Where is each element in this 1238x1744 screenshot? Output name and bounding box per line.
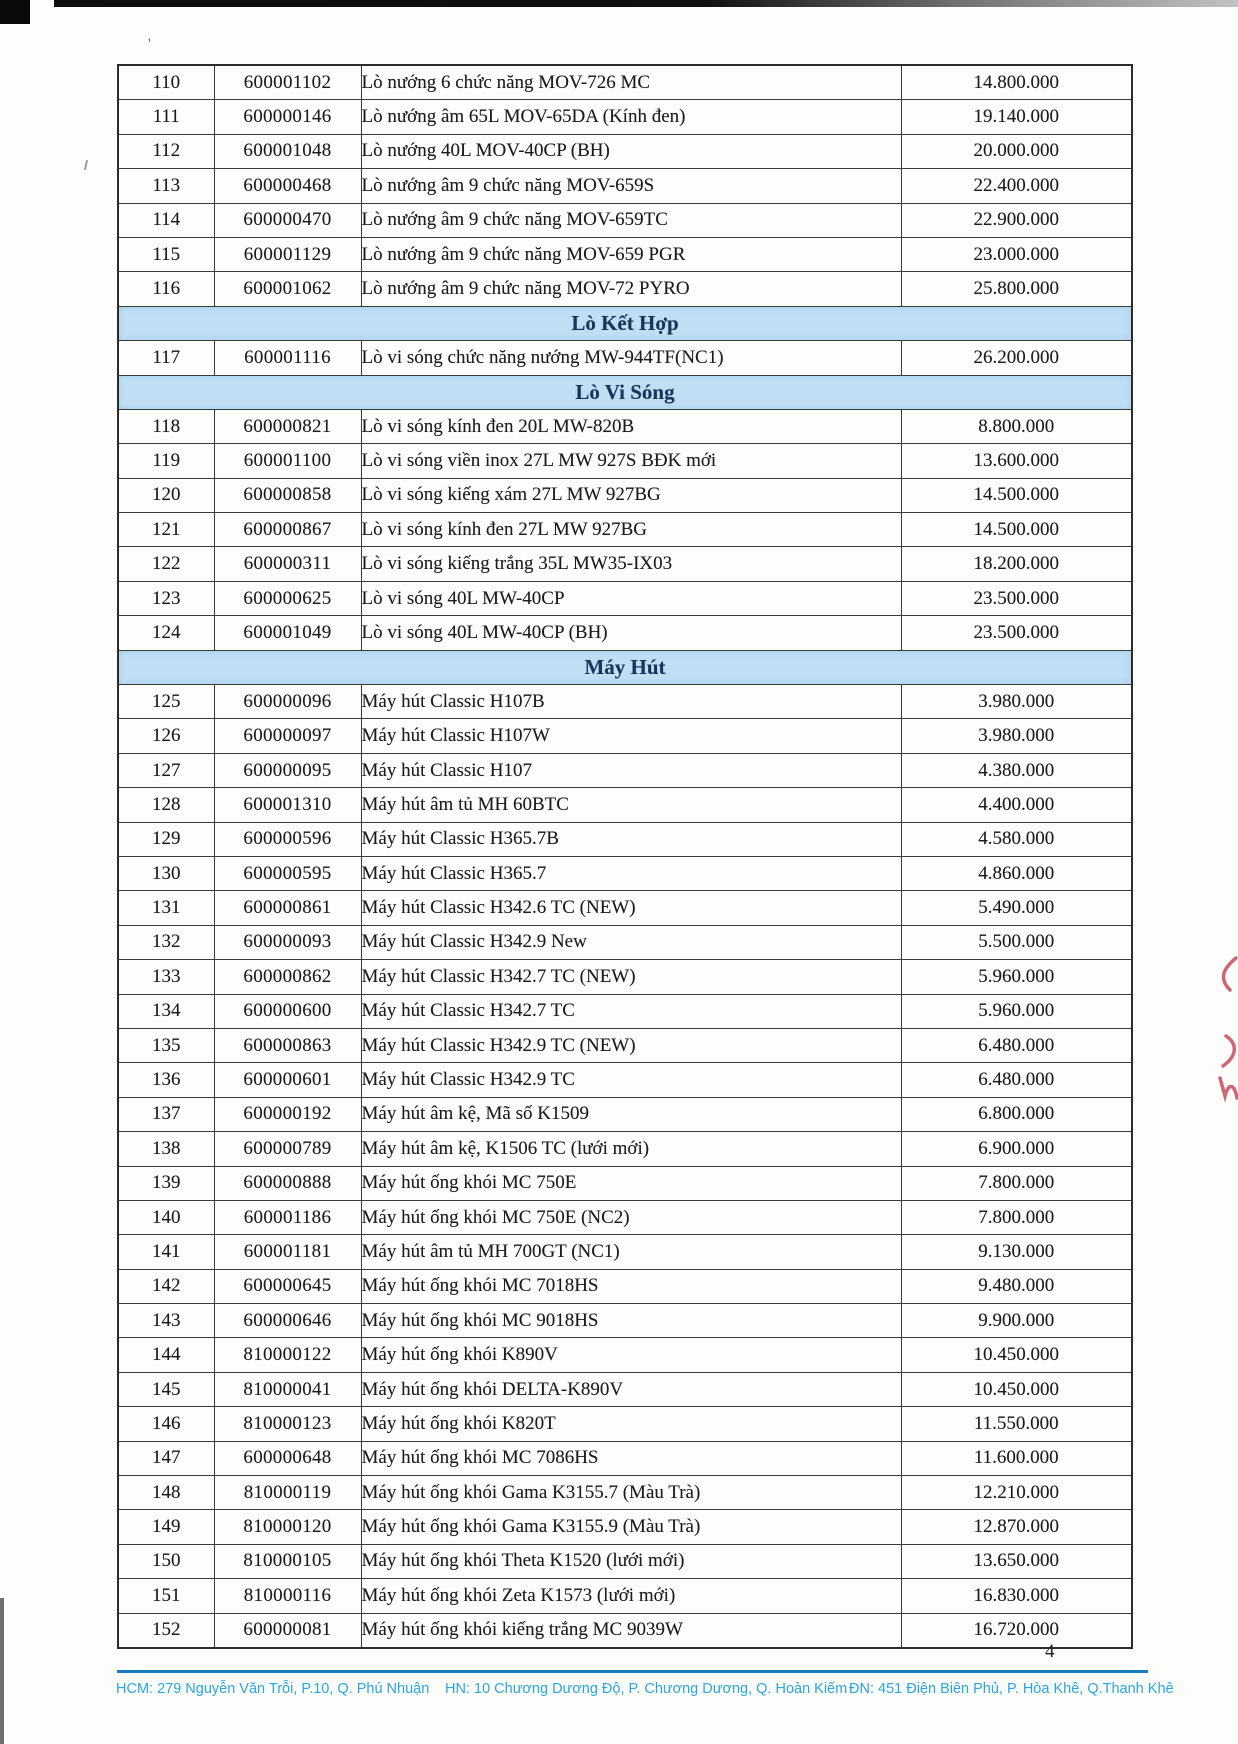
cell-price: 4.380.000 (901, 753, 1132, 787)
price-table-body (118, 65, 1132, 1648)
table-row (118, 1269, 1132, 1303)
cell-price: 10.450.000 (901, 1372, 1132, 1406)
table-row (118, 616, 1132, 650)
cell-price: 23.500.000 (901, 581, 1132, 615)
table-row (118, 788, 1132, 822)
cell-stt: 134 (118, 994, 214, 1028)
cell-price: 16.830.000 (901, 1579, 1132, 1613)
cell-stt: 123 (118, 581, 214, 615)
table-row (118, 1063, 1132, 1097)
cell-stt: 128 (118, 788, 214, 822)
cell-price: 11.550.000 (901, 1407, 1132, 1441)
table-row (118, 1510, 1132, 1544)
table-row (118, 1407, 1132, 1441)
cell-stt: 113 (118, 169, 214, 203)
cell-stt: 124 (118, 616, 214, 650)
scan-speck-artifact: ' (148, 36, 151, 53)
cell-price: 12.870.000 (901, 1510, 1132, 1544)
cell-product-name: Lò nướng âm 65L MOV-65DA (Kính đen) (361, 100, 901, 134)
cell-product-name: Máy hút ống khói DELTA-K890V (361, 1372, 901, 1406)
cell-price: 13.650.000 (901, 1544, 1132, 1578)
table-row (118, 1476, 1132, 1510)
cell-price: 14.500.000 (901, 513, 1132, 547)
cell-stt: 136 (118, 1063, 214, 1097)
table-row (118, 1235, 1132, 1269)
cell-stt: 118 (118, 409, 214, 443)
footer-address-hcm: HCM: 279 Nguyễn Văn Trỗi, P.10, Q. Phú Nhuận (116, 1681, 430, 1697)
table-row (118, 1613, 1132, 1648)
cell-price: 19.140.000 (901, 100, 1132, 134)
cell-product-code: 600001100 (214, 444, 361, 478)
cell-product-name: Máy hút ống khói kiếng trắng MC 9039W (361, 1613, 901, 1648)
footer-divider-line (117, 1670, 1148, 1673)
cell-product-name: Máy hút ống khói MC 9018HS (361, 1304, 901, 1338)
table-row (118, 100, 1132, 134)
cell-price: 7.800.000 (901, 1200, 1132, 1234)
cell-product-name: Máy hút ống khói MC 750E (361, 1166, 901, 1200)
section-header-label: Lò Vi Sóng (118, 375, 1132, 409)
cell-stt: 146 (118, 1407, 214, 1441)
cell-stt: 130 (118, 856, 214, 890)
cell-product-code: 600000097 (214, 719, 361, 753)
cell-product-code: 600000095 (214, 753, 361, 787)
section-row (118, 375, 1132, 409)
table-row (118, 272, 1132, 306)
cell-product-name: Máy hút ống khói K820T (361, 1407, 901, 1441)
cell-price: 22.900.000 (901, 203, 1132, 237)
cell-product-code: 600000789 (214, 1132, 361, 1166)
cell-stt: 140 (118, 1200, 214, 1234)
cell-price: 23.500.000 (901, 616, 1132, 650)
cell-product-name: Lò vi sóng kiếng xám 27L MW 927BG (361, 478, 901, 512)
cell-price: 11.600.000 (901, 1441, 1132, 1475)
cell-price: 5.500.000 (901, 925, 1132, 959)
footer-address-hn: HN: 10 Chương Dương Độ, P. Chương Dương, Q. Hoàn Kiếm (445, 1681, 848, 1697)
cell-product-name: Máy hút Classic H342.6 TC (NEW) (361, 891, 901, 925)
cell-product-code: 600001062 (214, 272, 361, 306)
cell-product-code: 600001129 (214, 237, 361, 271)
cell-stt: 111 (118, 100, 214, 134)
cell-product-name: Máy hút ống khói MC 750E (NC2) (361, 1200, 901, 1234)
table-row (118, 994, 1132, 1028)
cell-product-name: Máy hút âm tủ MH 700GT (NC1) (361, 1235, 901, 1269)
table-row (118, 169, 1132, 203)
cell-stt: 137 (118, 1097, 214, 1131)
cell-product-name: Máy hút Classic H342.9 New (361, 925, 901, 959)
cell-stt: 122 (118, 547, 214, 581)
cell-product-name: Máy hút Classic H342.9 TC (NEW) (361, 1028, 901, 1062)
cell-stt: 150 (118, 1544, 214, 1578)
cell-product-name: Máy hút Classic H342.7 TC (NEW) (361, 960, 901, 994)
cell-product-code: 600001181 (214, 1235, 361, 1269)
cell-stt: 147 (118, 1441, 214, 1475)
cell-product-name: Máy hút ống khói MC 7086HS (361, 1441, 901, 1475)
table-row (118, 341, 1132, 375)
cell-product-name: Máy hút âm kệ, K1506 TC (lưới mới) (361, 1132, 901, 1166)
cell-product-name: Máy hút ống khói MC 7018HS (361, 1269, 901, 1303)
cell-stt: 131 (118, 891, 214, 925)
cell-product-code: 600001186 (214, 1200, 361, 1234)
cell-product-code: 600001116 (214, 341, 361, 375)
cell-product-code: 600000625 (214, 581, 361, 615)
table-row (118, 719, 1132, 753)
cell-product-code: 810000122 (214, 1338, 361, 1372)
cell-stt: 126 (118, 719, 214, 753)
page-number: 4 (1045, 1641, 1055, 1662)
section-row (118, 650, 1132, 684)
cell-product-code: 600000645 (214, 1269, 361, 1303)
cell-price: 3.980.000 (901, 719, 1132, 753)
table-row (118, 1200, 1132, 1234)
cell-price: 6.900.000 (901, 1132, 1132, 1166)
handwriting-marks-artifact (1190, 950, 1238, 1110)
cell-stt: 135 (118, 1028, 214, 1062)
cell-stt: 120 (118, 478, 214, 512)
cell-product-name: Máy hút ống khói Zeta K1573 (lưới mới) (361, 1579, 901, 1613)
cell-product-code: 600000863 (214, 1028, 361, 1062)
cell-stt: 116 (118, 272, 214, 306)
cell-product-name: Máy hút Classic H107W (361, 719, 901, 753)
cell-stt: 141 (118, 1235, 214, 1269)
cell-product-code: 600000821 (214, 409, 361, 443)
cell-stt: 121 (118, 513, 214, 547)
cell-product-code: 600000096 (214, 685, 361, 719)
cell-price: 8.800.000 (901, 409, 1132, 443)
cell-product-code: 600000600 (214, 994, 361, 1028)
cell-product-name: Lò nướng 40L MOV-40CP (BH) (361, 134, 901, 168)
table-row (118, 134, 1132, 168)
table-row (118, 1579, 1132, 1613)
cell-price: 6.480.000 (901, 1028, 1132, 1062)
price-table (117, 64, 1133, 1649)
table-row (118, 1304, 1132, 1338)
scan-corner-artifact (0, 0, 30, 24)
cell-stt: 138 (118, 1132, 214, 1166)
cell-stt: 117 (118, 341, 214, 375)
cell-stt: 125 (118, 685, 214, 719)
cell-stt: 143 (118, 1304, 214, 1338)
cell-stt: 152 (118, 1613, 214, 1648)
section-header-label: Máy Hút (118, 650, 1132, 684)
cell-stt: 119 (118, 444, 214, 478)
cell-product-code: 600000146 (214, 100, 361, 134)
scan-top-line-artifact (54, 0, 1238, 7)
cell-product-name: Lò vi sóng 40L MW-40CP (361, 581, 901, 615)
cell-product-code: 600001102 (214, 65, 361, 100)
table-row (118, 891, 1132, 925)
cell-product-name: Máy hút Classic H342.9 TC (361, 1063, 901, 1097)
table-row (118, 1132, 1132, 1166)
cell-product-code: 600000862 (214, 960, 361, 994)
cell-product-code: 600000888 (214, 1166, 361, 1200)
cell-stt: 132 (118, 925, 214, 959)
cell-stt: 142 (118, 1269, 214, 1303)
cell-price: 18.200.000 (901, 547, 1132, 581)
cell-price: 5.490.000 (901, 891, 1132, 925)
cell-product-name: Lò nướng âm 9 chức năng MOV-659S (361, 169, 901, 203)
table-row (118, 925, 1132, 959)
footer-address-dn: ĐN: 451 Điện Biên Phủ, P. Hòa Khê, Q.Thanh Khê (849, 1681, 1174, 1697)
table-row (118, 685, 1132, 719)
cell-price: 25.800.000 (901, 272, 1132, 306)
cell-product-code: 600000601 (214, 1063, 361, 1097)
table-row (118, 1097, 1132, 1131)
cell-stt: 110 (118, 65, 214, 100)
cell-price: 9.480.000 (901, 1269, 1132, 1303)
table-row (118, 237, 1132, 271)
cell-price: 23.000.000 (901, 237, 1132, 271)
cell-price: 4.860.000 (901, 856, 1132, 890)
cell-product-code: 600000470 (214, 203, 361, 237)
cell-product-code: 600000648 (214, 1441, 361, 1475)
cell-product-code: 810000120 (214, 1510, 361, 1544)
table-row (118, 822, 1132, 856)
cell-product-name: Lò vi sóng kính đen 20L MW-820B (361, 409, 901, 443)
cell-price: 12.210.000 (901, 1476, 1132, 1510)
cell-product-name: Máy hút âm kệ, Mã số K1509 (361, 1097, 901, 1131)
table-row (118, 856, 1132, 890)
cell-product-name: Lò vi sóng kiếng trắng 35L MW35-IX03 (361, 547, 901, 581)
cell-product-code: 810000041 (214, 1372, 361, 1406)
cell-price: 26.200.000 (901, 341, 1132, 375)
cell-price: 3.980.000 (901, 685, 1132, 719)
cell-stt: 115 (118, 237, 214, 271)
table-row (118, 409, 1132, 443)
cell-stt: 112 (118, 134, 214, 168)
cell-product-name: Máy hút ống khói Gama K3155.7 (Màu Trà) (361, 1476, 901, 1510)
table-row (118, 547, 1132, 581)
table-row (118, 1372, 1132, 1406)
table-row (118, 444, 1132, 478)
cell-stt: 148 (118, 1476, 214, 1510)
cell-price: 9.900.000 (901, 1304, 1132, 1338)
cell-stt: 133 (118, 960, 214, 994)
cell-product-name: Máy hút ống khói K890V (361, 1338, 901, 1372)
cell-product-name: Lò vi sóng chức năng nướng MW-944TF(NC1) (361, 341, 901, 375)
cell-product-code: 600000081 (214, 1613, 361, 1648)
cell-price: 14.500.000 (901, 478, 1132, 512)
cell-price: 16.720.000 (901, 1613, 1132, 1648)
table-row (118, 753, 1132, 787)
cell-product-name: Máy hút Classic H342.7 TC (361, 994, 901, 1028)
table-row (118, 1028, 1132, 1062)
cell-product-name: Lò nướng âm 9 chức năng MOV-72 PYRO (361, 272, 901, 306)
table-row (118, 65, 1132, 100)
cell-stt: 127 (118, 753, 214, 787)
cell-product-code: 600000861 (214, 891, 361, 925)
cell-product-code: 810000119 (214, 1476, 361, 1510)
cell-product-code: 810000123 (214, 1407, 361, 1441)
table-row (118, 960, 1132, 994)
section-header-label: Lò Kết Hợp (118, 306, 1132, 340)
table-row (118, 203, 1132, 237)
cell-product-name: Lò vi sóng kính đen 27L MW 927BG (361, 513, 901, 547)
cell-price: 6.480.000 (901, 1063, 1132, 1097)
cell-product-code: 600000867 (214, 513, 361, 547)
cell-product-code: 600000468 (214, 169, 361, 203)
cell-stt: 151 (118, 1579, 214, 1613)
cell-product-name: Máy hút Classic H107 (361, 753, 901, 787)
cell-product-name: Máy hút Classic H365.7 (361, 856, 901, 890)
cell-product-name: Lò vi sóng 40L MW-40CP (BH) (361, 616, 901, 650)
cell-stt: 114 (118, 203, 214, 237)
table-row (118, 1544, 1132, 1578)
cell-product-code: 600000858 (214, 478, 361, 512)
cell-product-code: 600000311 (214, 547, 361, 581)
cell-product-code: 600000646 (214, 1304, 361, 1338)
cell-product-name: Lò vi sóng viền inox 27L MW 927S BĐK mới (361, 444, 901, 478)
cell-price: 20.000.000 (901, 134, 1132, 168)
cell-price: 6.800.000 (901, 1097, 1132, 1131)
cell-stt: 144 (118, 1338, 214, 1372)
cell-price: 13.600.000 (901, 444, 1132, 478)
cell-stt: 145 (118, 1372, 214, 1406)
table-row (118, 581, 1132, 615)
cell-product-code: 600001049 (214, 616, 361, 650)
cell-product-name: Máy hút Classic H107B (361, 685, 901, 719)
cell-product-name: Máy hút Classic H365.7B (361, 822, 901, 856)
cell-product-name: Lò nướng 6 chức năng MOV-726 MC (361, 65, 901, 100)
cell-product-code: 600000596 (214, 822, 361, 856)
cell-product-code: 600001048 (214, 134, 361, 168)
cell-product-code: 600000595 (214, 856, 361, 890)
cell-price: 14.800.000 (901, 65, 1132, 100)
cell-product-name: Máy hút ống khói Gama K3155.9 (Màu Trà) (361, 1510, 901, 1544)
scan-left-edge-artifact (0, 1598, 4, 1744)
cell-product-name: Lò nướng âm 9 chức năng MOV-659 PGR (361, 237, 901, 271)
table-row (118, 513, 1132, 547)
cell-price: 10.450.000 (901, 1338, 1132, 1372)
cell-price: 5.960.000 (901, 960, 1132, 994)
cell-price: 7.800.000 (901, 1166, 1132, 1200)
table-row (118, 1338, 1132, 1372)
cell-price: 5.960.000 (901, 994, 1132, 1028)
cell-product-name: Máy hút âm tủ MH 60BTC (361, 788, 901, 822)
cell-price: 9.130.000 (901, 1235, 1132, 1269)
cell-stt: 139 (118, 1166, 214, 1200)
cell-product-code: 810000116 (214, 1579, 361, 1613)
section-row (118, 306, 1132, 340)
scan-speck-artifact (84, 160, 88, 170)
cell-price: 4.580.000 (901, 822, 1132, 856)
table-row (118, 478, 1132, 512)
cell-price: 4.400.000 (901, 788, 1132, 822)
cell-product-code: 600001310 (214, 788, 361, 822)
table-row (118, 1441, 1132, 1475)
cell-product-name: Lò nướng âm 9 chức năng MOV-659TC (361, 203, 901, 237)
cell-product-name: Máy hút ống khói Theta K1520 (lưới mới) (361, 1544, 901, 1578)
cell-stt: 149 (118, 1510, 214, 1544)
table-row (118, 1166, 1132, 1200)
cell-product-code: 600000192 (214, 1097, 361, 1131)
cell-price: 22.400.000 (901, 169, 1132, 203)
cell-product-code: 600000093 (214, 925, 361, 959)
cell-product-code: 810000105 (214, 1544, 361, 1578)
cell-stt: 129 (118, 822, 214, 856)
